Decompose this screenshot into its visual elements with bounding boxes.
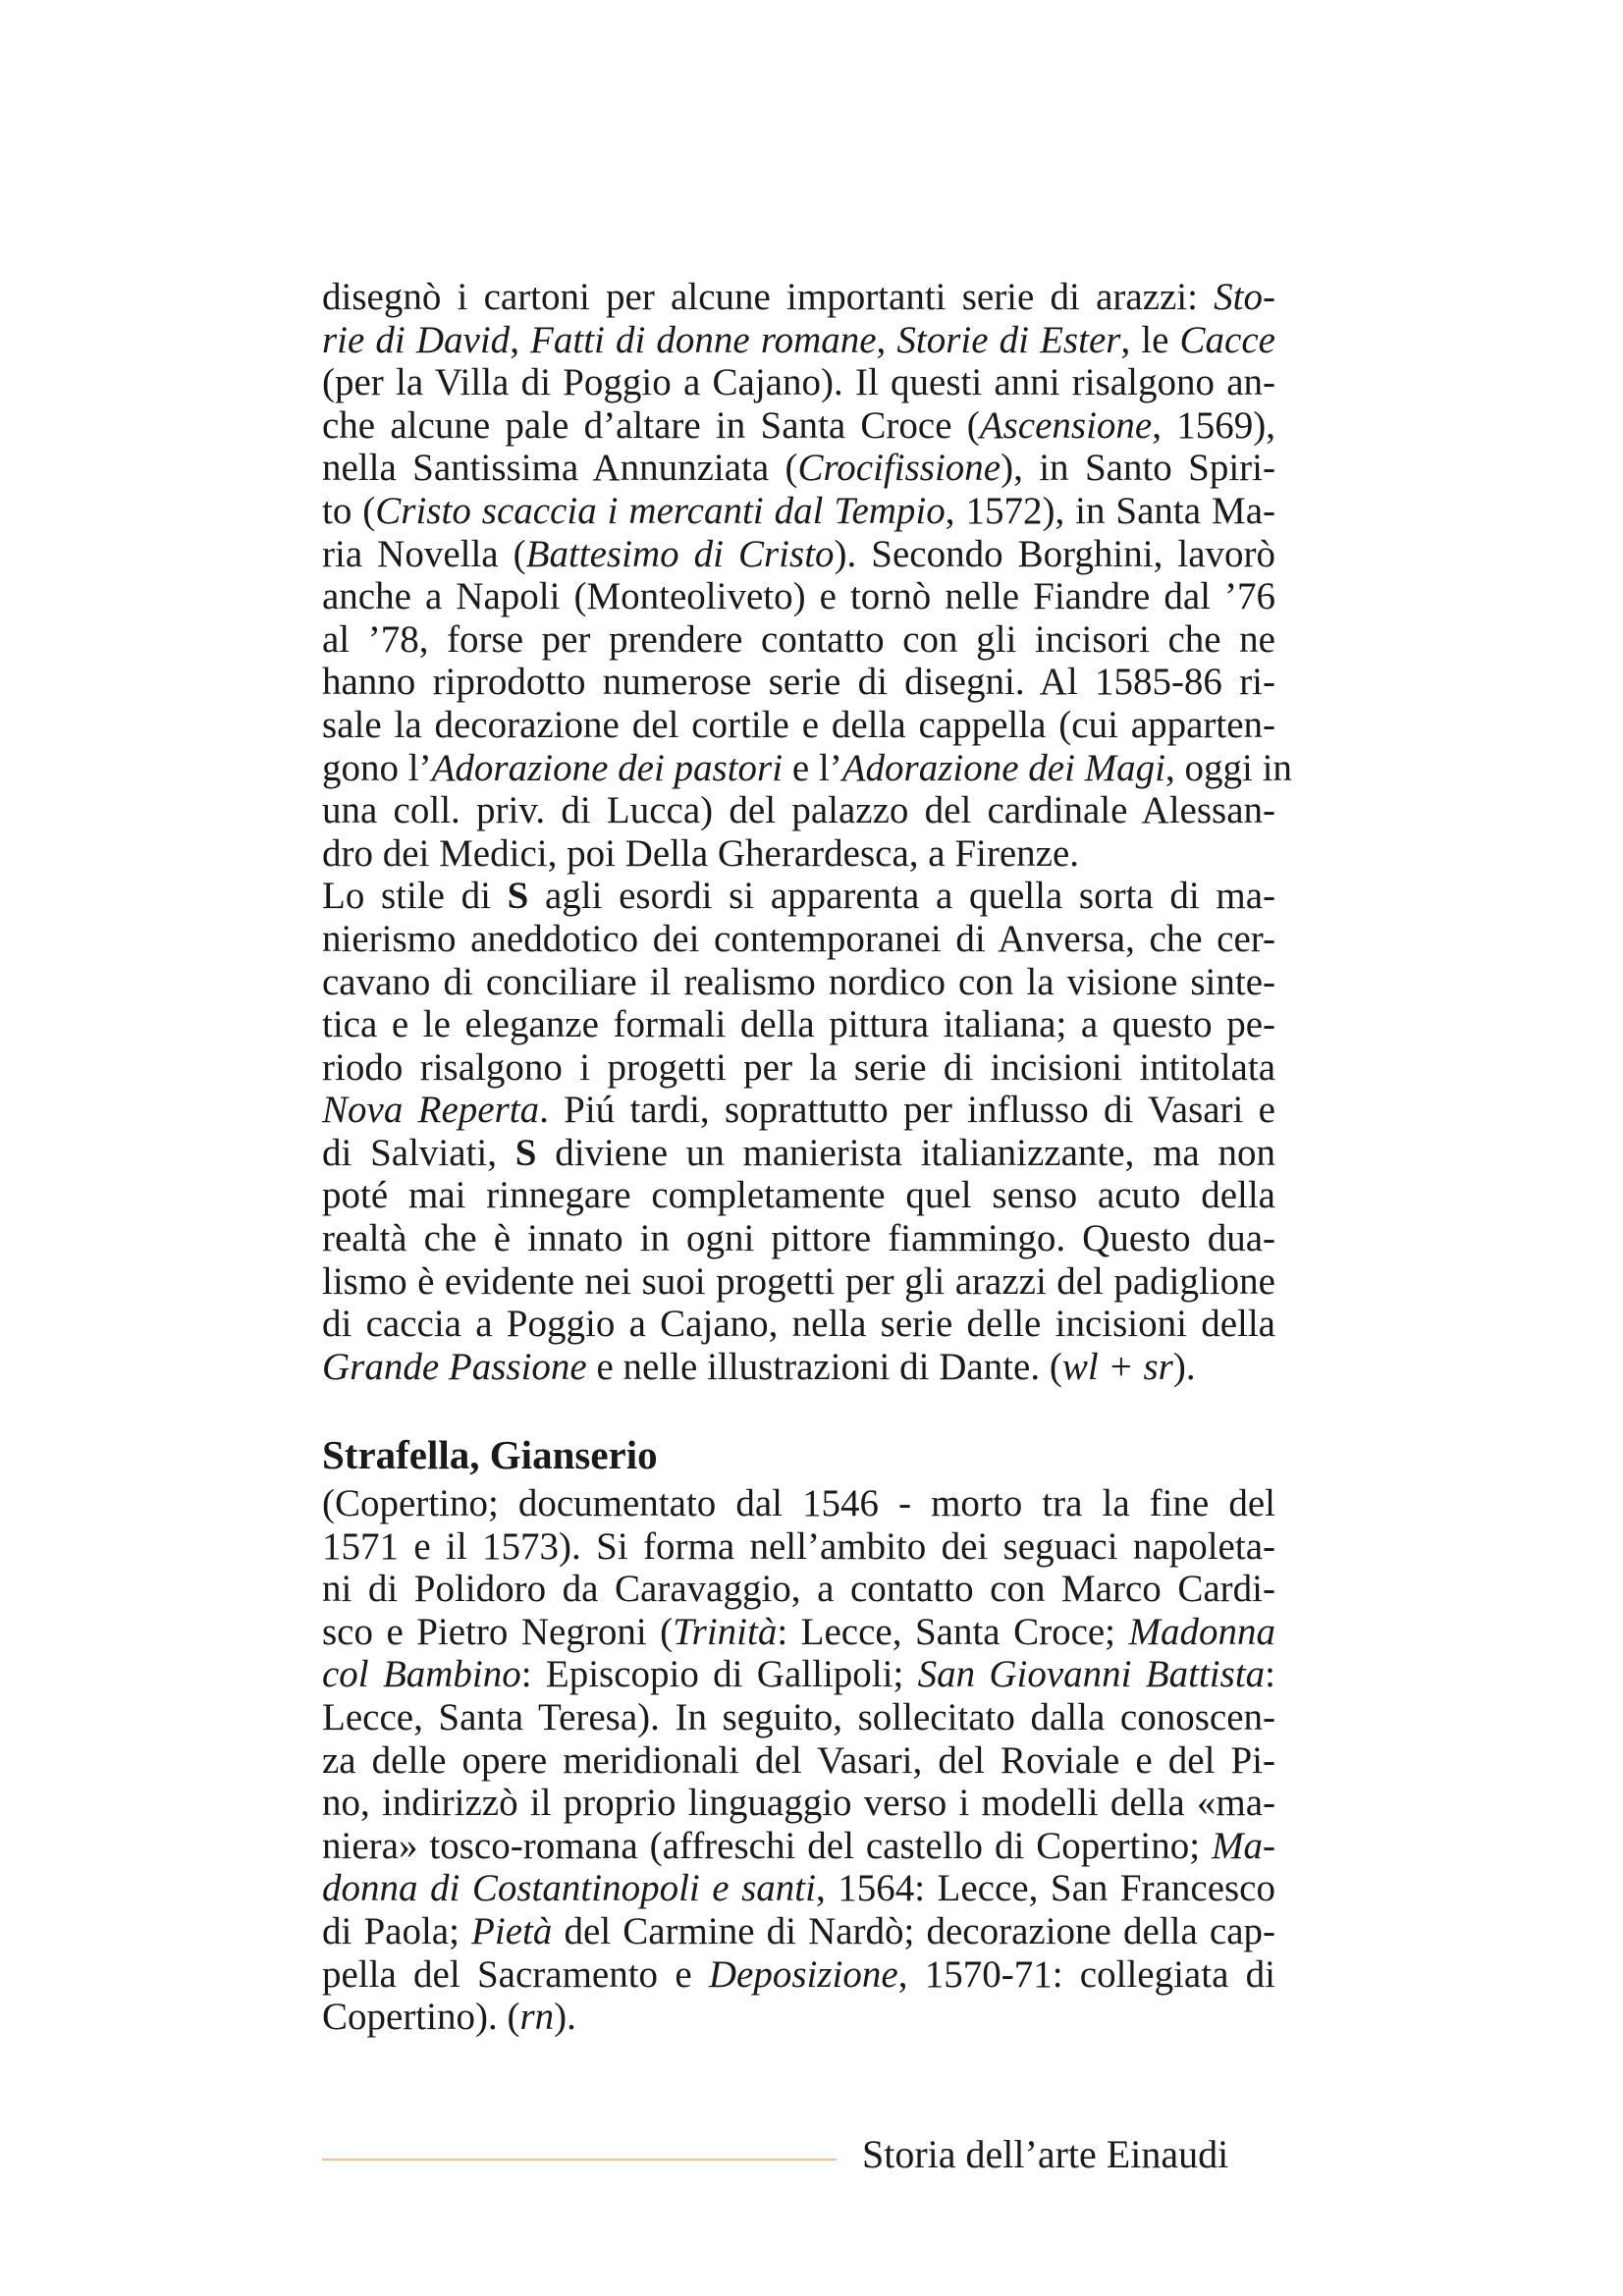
text-line: sale la decorazione del cortile e della cappella (cui apparten- <box>322 703 1275 746</box>
text-line: dro dei Medici, poi Della Gherardesca, a Firenze. <box>322 831 1080 875</box>
text-line: to (Cristo scaccia i mercanti dal Tempio, 1572), in Santa Ma- <box>322 489 1275 532</box>
entry-continuation-paragraph <box>322 276 1292 1388</box>
text-line: donna di Costantinopoli e santi, 1564: Lecce, San Francesco <box>322 1867 1275 1910</box>
entry-body-paragraph <box>322 1482 1275 2039</box>
italic-text: Adorazione dei Magi <box>841 746 1166 789</box>
italic-text: Cristo scaccia i mercanti dal Tempio <box>375 489 946 532</box>
italic-text: rn <box>519 1996 555 2039</box>
italic-text: Nova Reperta <box>322 1089 540 1132</box>
footer-title: Storia dell’arte Einaudi <box>862 2132 1229 2176</box>
italic-text: Adorazione dei pastori <box>431 746 784 789</box>
italic-text: Fatti di donne romane <box>530 318 877 361</box>
italic-text: Storie di Ester <box>896 318 1121 361</box>
text-line: pella del Sacramento e Deposizione, 1570-71: collegiata di <box>322 1952 1275 1996</box>
text-line: tica e le eleganze formali della pittura italiana; a questo pe- <box>322 1003 1275 1046</box>
italic-text: Crocifissione <box>797 447 1001 490</box>
text-line: niera» tosco-romana (affreschi del castello di Copertino; Ma- <box>322 1824 1275 1867</box>
text-line: realtà che è innato in ogni pittore fiammingo. Questo dua- <box>322 1217 1275 1260</box>
italic-text: Deposizione <box>708 1952 898 1996</box>
italic-text: Trinità <box>673 1610 778 1653</box>
italic-text: Sto- <box>1214 276 1275 318</box>
text-line: di Paola; Pietà del Carmine di Nardò; decorazione della cap- <box>322 1909 1275 1952</box>
text-line: anche a Napoli (Monteoliveto) e tornò nelle Fiandre dal ’76 <box>322 575 1275 618</box>
text-line: rie di David, Fatti di donne romane, Storie di Ester, le Cacce <box>322 318 1275 361</box>
text-line: di caccia a Poggio a Cajano, nella serie delle incisioni della <box>322 1303 1275 1346</box>
text-line: al ’78, forse per prendere contatto con gli incisori che ne <box>322 617 1275 661</box>
text-line: di Salviati, S diviene un manierista italianizzante, ma non <box>322 1131 1275 1174</box>
text-line: (per la Villa di Poggio a Cajano). Il questi anni risalgono an- <box>322 361 1275 404</box>
italic-text: donna di Costantinopoli e santi <box>322 1867 816 1910</box>
text-line: una coll. priv. di Lucca) del palazzo del cardinale Alessan- <box>322 789 1275 832</box>
text-line: Copertino). (rn). <box>322 1996 576 2039</box>
text-line: nella Santissima Annunziata (Crocifissione), in Santo Spiri- <box>322 447 1275 490</box>
bold-text: S <box>507 875 529 918</box>
text-line: col Bambino: Episcopio di Gallipoli; San Giovanni Battista: <box>322 1653 1275 1696</box>
text-line: sco e Pietro Negroni (Trinità: Lecce, Santa Croce; Madonna <box>322 1610 1275 1653</box>
text-line: cavano di conciliare il realismo nordico con la visione sinte- <box>322 960 1275 1003</box>
text-line: (Copertino; documentato dal 1546 - morto tra la fine del <box>322 1482 1275 1524</box>
italic-text: col Bambino <box>322 1653 521 1696</box>
text-line: Grande Passione e nelle illustrazioni di Dante. (wl + sr). <box>322 1345 1196 1388</box>
text-line: riodo risalgono i progetti per la serie di incisioni intitolata <box>322 1045 1275 1089</box>
italic-text: Ascensione <box>979 403 1153 447</box>
text-line: ria Novella (Battesimo di Cristo). Secondo Borghini, lavorò <box>322 532 1275 575</box>
text-line: hanno riprodotto numerose serie di disegni. Al 1585-86 ri- <box>322 661 1275 704</box>
text-line: 1571 e il 1573). Si forma nell’ambito dei seguaci napoleta- <box>322 1524 1275 1568</box>
text-line: disegnò i cartoni per alcune importanti serie di arazzi: Sto- <box>322 276 1275 318</box>
italic-text: Grande Passione <box>322 1345 587 1388</box>
italic-text: Pietà <box>471 1909 553 1952</box>
entry-heading: Strafella, Gianserio <box>322 1432 658 1477</box>
text-line: che alcune pale d’altare in Santa Croce (Ascensione, 1569), <box>322 403 1275 447</box>
text-line: nierismo aneddotico dei contemporanei di Anversa, che cer- <box>322 917 1275 960</box>
text-line: poté mai rinnegare completamente quel senso acuto della <box>322 1174 1275 1217</box>
text-line: gono l’Adorazione dei pastori e l’Adorazione dei Magi, oggi in <box>322 746 1292 789</box>
italic-text: Cacce <box>1179 318 1275 361</box>
italic-text: Madonna <box>1128 1610 1275 1653</box>
italic-text: Battesimo di Cristo <box>525 532 835 575</box>
text-line: Nova Reperta. Piú tardi, soprattutto per influsso di Vasari e <box>322 1089 1275 1132</box>
italic-text: rie di David <box>322 318 511 361</box>
text-line: lismo è evidente nei suoi progetti per gli arazzi del padiglione <box>322 1259 1275 1303</box>
italic-text: wl + sr <box>1061 1345 1173 1388</box>
italic-text: Ma- <box>1212 1824 1275 1867</box>
text-line: ni di Polidoro da Caravaggio, a contatto con Marco Cardi- <box>322 1568 1275 1611</box>
text-line: no, indirizzò il proprio linguaggio verso i modelli della «ma- <box>322 1782 1275 1825</box>
footer-rule <box>322 2159 837 2161</box>
italic-text: San Giovanni Battista <box>917 1653 1266 1696</box>
text-line: Lo stile di S agli esordi si apparenta a quella sorta di ma- <box>322 875 1275 918</box>
text-line: Lecce, Santa Teresa). In seguito, sollecitato dalla conoscen- <box>322 1695 1275 1738</box>
bold-text: S <box>514 1131 537 1174</box>
text-line: za delle opere meridionali del Vasari, del Roviale e del Pi- <box>322 1738 1275 1782</box>
